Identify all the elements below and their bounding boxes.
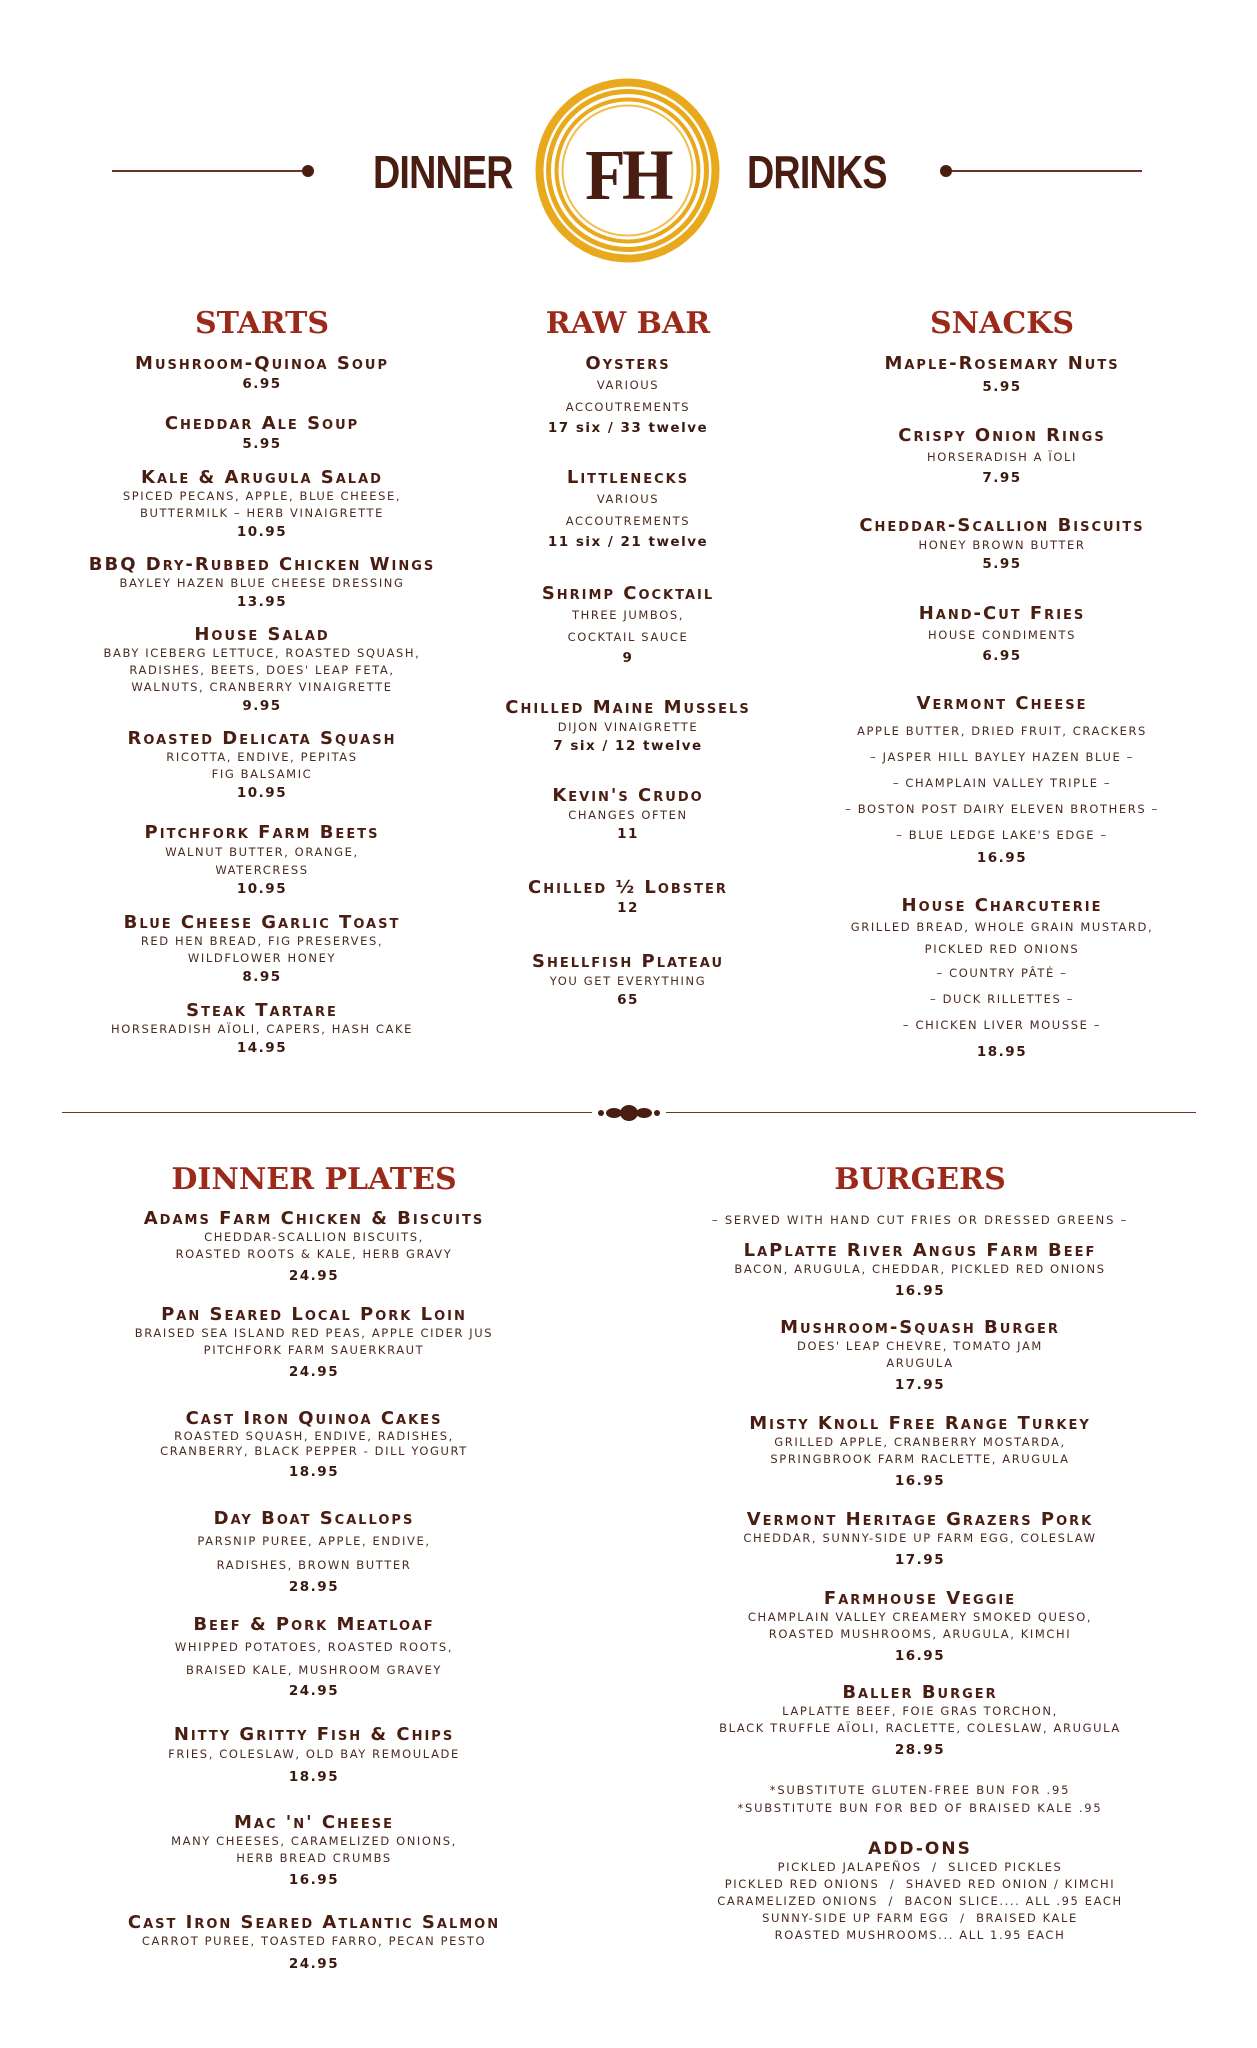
item-name: Mushroom-Squash Burger [780,1317,1060,1338]
item-desc: CARROT PUREE, TOASTED FARRO, PECAN PESTO [141,1934,487,1948]
item-price: 5.95 [982,379,1022,395]
item-name: Kale & Arugula Salad [141,467,383,488]
item-name: Kevin's Crudo [552,785,704,806]
header-rule-right [952,170,1142,172]
item-price: 12 [617,900,639,916]
item-desc: RADISHES, BROWN BUTTER [216,1558,412,1572]
raw-bar-title: RAW BAR [545,306,711,341]
item-desc: – CHAMPLAIN VALLEY TRIPLE – [892,776,1112,790]
raw-bar-section [470,306,786,1010]
menu-item [52,1001,472,1058]
item-name: Mac 'n' Cheese [233,1812,395,1833]
item-price: 16.95 [976,850,1028,866]
item-name: Cheddar Ale Soup [164,413,360,434]
item-desc: HORSERADISH AÏOLI, CAPERS, HASH CAKE [110,1022,414,1036]
item-price: 65 [617,992,639,1008]
menu-item [470,584,786,668]
item-name: Baller Burger [842,1682,998,1703]
item-price: 10.95 [236,881,288,897]
item-desc: WALNUT BUTTER, ORANGE, [165,845,359,859]
item-desc: – DUCK RILLETTES – [930,992,1074,1006]
item-desc: WALNUTS, CRANBERRY VINAIGRETTE [131,680,393,694]
menu-item [470,786,786,844]
item-desc: WATERCRESS [215,863,309,877]
burger-note: *SUBSTITUTE GLUTEN-FREE BUN FOR .95 [769,1783,1071,1797]
snacks-title: SNACKS [930,306,1074,341]
item-price: 5.95 [242,436,282,452]
item-desc: RED HEN BREAD, FIG PRESERVES, [140,934,384,948]
item-desc: LAPLATTE BEEF, FOIE GRAS TORCHON, [782,1704,1058,1718]
item-name: Oysters [585,353,671,374]
menu-item [52,625,472,716]
item-desc: PITCHFORK FARM SAUERKRAUT [203,1343,425,1357]
addon-line: CARAMELIZED ONIONS / BACON SLICE.... ALL .95 EACH [717,1894,1123,1908]
menu-item [800,694,1204,868]
item-name: Nitty Gritty Fish & Chips [173,1724,455,1745]
menu-item [62,1725,566,1791]
item-desc: THREE JUMBOS, [571,608,685,622]
item-name: Adams Farm Chicken & Biscuits [143,1208,485,1229]
item-name: LaPlatte River Angus Farm Beef [743,1240,1097,1261]
logo-text-wrap [535,78,720,263]
menu-item [640,1510,1200,1573]
item-desc: APPLE BUTTER, DRIED FRUIT, CRACKERS [857,724,1147,738]
menu-item [800,426,1204,488]
item-price: 6.95 [982,648,1022,664]
item-desc: GRILLED APPLE, CRANBERRY MOSTARDA, [774,1435,1066,1449]
item-price: 24.95 [288,1683,340,1699]
item-desc: BRAISED KALE, MUSHROOM GRAVEY [185,1663,443,1677]
item-desc: HERB BREAD CRUMBS [236,1851,392,1865]
item-desc: ROASTED ROOTS & KALE, HERB GRAVY [175,1247,453,1261]
item-price: 24.95 [288,1268,340,1284]
header-rule-left-dot [302,165,314,177]
burger-note: *SUBSTITUTE BUN FOR BED OF BRAISED KALE .95 [737,1801,1103,1815]
item-name: Pitchfork Farm Beets [144,822,380,843]
item-price: 14.95 [236,1040,288,1056]
starts-title: STARTS [194,306,330,341]
header-rule-left [112,170,302,172]
item-desc: BABY ICEBERG LETTUCE, ROASTED SQUASH, [103,646,421,660]
item-desc: DOES' LEAP CHEVRE, TOMATO JAM [797,1339,1043,1353]
item-name: Beef & Pork Meatloaf [193,1614,435,1635]
item-price: 13.95 [236,594,288,610]
menu-item [52,555,472,612]
menu-item [52,729,472,803]
menu-item [640,1318,1200,1398]
starts-section [52,306,472,1058]
divider-rule-right [666,1112,1196,1113]
item-name: Steak Tartare [186,1000,338,1021]
item-price: 10.95 [236,524,288,540]
item-name: Blue Cheese Garlic Toast [123,912,401,933]
item-desc: CRANBERRY, BLACK PEPPER - DILL YOGURT [160,1444,468,1458]
item-name: Chilled Maine Mussels [505,697,751,718]
menu-item [62,1209,566,1289]
item-desc: BUTTERMILK – HERB VINAIGRETTE [140,506,384,520]
item-desc: RICOTTA, ENDIVE, PEPITAS [166,750,358,764]
divider-rule-left [62,1112,592,1113]
item-desc: BAYLEY HAZEN BLUE CHEESE DRESSING [119,576,405,590]
item-desc: FIG BALSAMIC [211,767,313,781]
item-name: Shrimp Cocktail [541,583,715,604]
item-desc: – BLUE LEDGE LAKE'S EDGE – [896,828,1108,842]
item-price: 17.95 [894,1552,946,1568]
item-desc: WHIPPED POTATOES, ROASTED ROOTS, [174,1640,454,1654]
item-price: 16.95 [894,1648,946,1664]
item-price: 28.95 [288,1579,340,1595]
item-desc: RADISHES, BEETS, DOES' LEAP FETA, [129,663,395,677]
item-desc: ROASTED SQUASH, ENDIVE, RADISHES, [174,1429,454,1443]
addon-line: SUNNY-SIDE UP FARM EGG / BRAISED KALE [762,1911,1078,1925]
item-price: 18.95 [976,1044,1028,1060]
addon-line: PICKLED RED ONIONS / SHAVED RED ONION / KIMCHI [724,1877,1116,1891]
item-price: 10.95 [236,785,288,801]
menu-item [640,1683,1200,1763]
item-desc: – JASPER HILL BAYLEY HAZEN BLUE – [870,750,1134,764]
menu-item [62,1615,566,1701]
item-desc: SPICED PECANS, APPLE, BLUE CHEESE, [122,489,402,503]
item-price: 17.95 [894,1377,946,1393]
divider-ornament [588,1103,670,1123]
item-price: 9 [622,650,634,666]
item-name: Chilled ½ Lobster [528,877,728,898]
menu-item [470,354,786,438]
item-desc: MANY CHEESES, CARAMELIZED ONIONS, [171,1834,457,1848]
item-name: Misty Knoll Free Range Turkey [749,1413,1091,1434]
item-desc: CHEDDAR-SCALLION BISCUITS, [204,1230,424,1244]
menu-item [800,354,1204,400]
item-desc: ARUGULA [886,1356,954,1370]
item-name: Cheddar-Scallion Biscuits [859,515,1145,536]
header-drinks[interactable]: DRINKS [747,146,887,198]
addons-title: ADD-ONS [868,1839,972,1859]
item-desc: DIJON VINAIGRETTE [557,720,699,734]
menu-item [800,516,1204,574]
item-price: 9.95 [242,698,282,714]
burgers-section [640,1162,1200,1944]
item-price: 28.95 [894,1742,946,1758]
item-price: 7 six / 12 twelve [553,738,703,754]
item-desc: SPRINGBROOK FARM RACLETTE, ARUGULA [770,1452,1070,1466]
menu-item [52,414,472,454]
item-price: 5.95 [982,556,1022,572]
menu-item [52,913,472,987]
item-name: Mushroom-Quinoa Soup [135,353,389,374]
menu-item [800,896,1204,1066]
item-price: 17 six / 33 twelve [547,420,709,436]
logo-letters: FH [585,135,670,215]
item-name: Farmhouse Veggie [823,1588,1017,1609]
header-rule-right-dot [940,165,952,177]
burgers-subtitle: – SERVED WITH HAND CUT FRIES OR DRESSED GREENS – [711,1213,1129,1227]
item-desc: WILDFLOWER HONEY [187,951,337,965]
item-name: Shellfish Plateau [531,951,724,972]
item-price: 16.95 [288,1872,340,1888]
item-price: 16.95 [894,1283,946,1299]
item-price: 11 [617,826,639,842]
menu-item [470,952,786,1010]
item-name: Hand-Cut Fries [918,603,1086,624]
item-desc: – BOSTON POST DAIRY ELEVEN BROTHERS – [845,802,1159,816]
item-desc: HORSERADISH A ÏOLI [926,450,1078,464]
menu-item [640,1414,1200,1494]
item-price: 24.95 [288,1364,340,1380]
item-price: 11 six / 21 twelve [547,534,709,550]
item-name: Cast Iron Quinoa Cakes [185,1408,443,1429]
menu-item [470,878,786,918]
menu-item [470,468,786,552]
addon-line: ROASTED MUSHROOMS... ALL 1.95 EACH [774,1928,1066,1942]
item-name: Pan Seared Local Pork Loin [161,1304,467,1325]
menu-item [52,354,472,394]
item-name: Maple-Rosemary Nuts [884,353,1120,374]
item-desc: PARSNIP PUREE, APPLE, ENDIVE, [197,1534,431,1548]
item-name: Crispy Onion Rings [898,425,1106,446]
menu-item [62,1509,566,1597]
item-price: 7.95 [982,470,1022,486]
item-desc: CHANGES OFTEN [568,808,688,822]
item-name: Cast Iron Seared Atlantic Salmon [127,1912,501,1933]
item-desc: ACCOUTREMENTS [565,514,691,528]
item-desc: BLACK TRUFFLE AÏOLI, RACLETTE, COLESLAW, ARUGULA [719,1721,1121,1735]
item-desc: CHAMPLAIN VALLEY CREAMERY SMOKED QUESO, [747,1610,1093,1624]
burgers-title: BURGERS [834,1162,1006,1197]
item-name: House Salad [194,624,330,645]
item-desc: VARIOUS [596,492,660,506]
item-desc: VARIOUS [596,378,660,392]
snacks-section [800,306,1204,1066]
item-desc: HONEY BROWN BUTTER [918,538,1086,552]
menu-item [62,1305,566,1385]
dinner-plates-section [62,1162,566,1978]
menu-item [640,1589,1200,1669]
item-desc: – CHICKEN LIVER MOUSSE – [902,1018,1102,1032]
item-name: Roasted Delicata Squash [127,728,397,749]
item-name: Vermont Cheese [916,693,1088,714]
item-desc: ROASTED MUSHROOMS, ARUGULA, KIMCHI [768,1627,1072,1641]
item-price: 6.95 [242,376,282,392]
item-desc: YOU GET EVERYTHING [549,974,707,988]
item-desc: FRIES, COLESLAW, OLD BAY REMOULADE [168,1747,460,1761]
menu-item [800,604,1204,666]
item-desc: BACON, ARUGULA, CHEDDAR, PICKLED RED ONIONS [734,1262,1106,1276]
item-name: BBQ Dry-Rubbed Chicken Wings [88,554,436,575]
item-name: House Charcuterie [901,895,1103,916]
item-desc: COCKTAIL SAUCE [567,630,689,644]
menu-item [62,1813,566,1893]
item-price: 18.95 [288,1769,340,1785]
addon-line: PICKLED JALAPEÑOS / SLICED PICKLES [777,1860,1063,1874]
item-price: 8.95 [242,969,282,985]
menu-item [640,1241,1200,1304]
item-price: 16.95 [894,1473,946,1489]
item-name: Littlenecks [566,467,690,488]
item-desc: HOUSE CONDIMENTS [928,628,1076,642]
item-desc: CHEDDAR, SUNNY-SIDE UP FARM EGG, COLESLAW [743,1531,1097,1545]
dinner-plates-title: DINNER PLATES [171,1162,457,1197]
item-price: 18.95 [288,1464,340,1480]
item-desc: – COUNTRY PÂTÉ – [936,966,1068,980]
item-desc: BRAISED SEA ISLAND RED PEAS, APPLE CIDER JUS [134,1326,494,1340]
item-name: Day Boat Scallops [213,1508,415,1529]
item-desc: PICKLED RED ONIONS [924,942,1080,956]
menu-item [52,468,472,542]
item-name: Vermont Heritage Grazers Pork [746,1509,1094,1530]
menu-item [62,1409,566,1485]
item-price: 24.95 [288,1956,340,1972]
header-dinner[interactable]: DINNER [373,146,513,198]
menu-item [470,698,786,756]
menu-item [62,1913,566,1978]
item-desc: GRILLED BREAD, WHOLE GRAIN MUSTARD, [850,920,1154,934]
item-desc: ACCOUTREMENTS [565,400,691,414]
menu-item [52,823,472,899]
